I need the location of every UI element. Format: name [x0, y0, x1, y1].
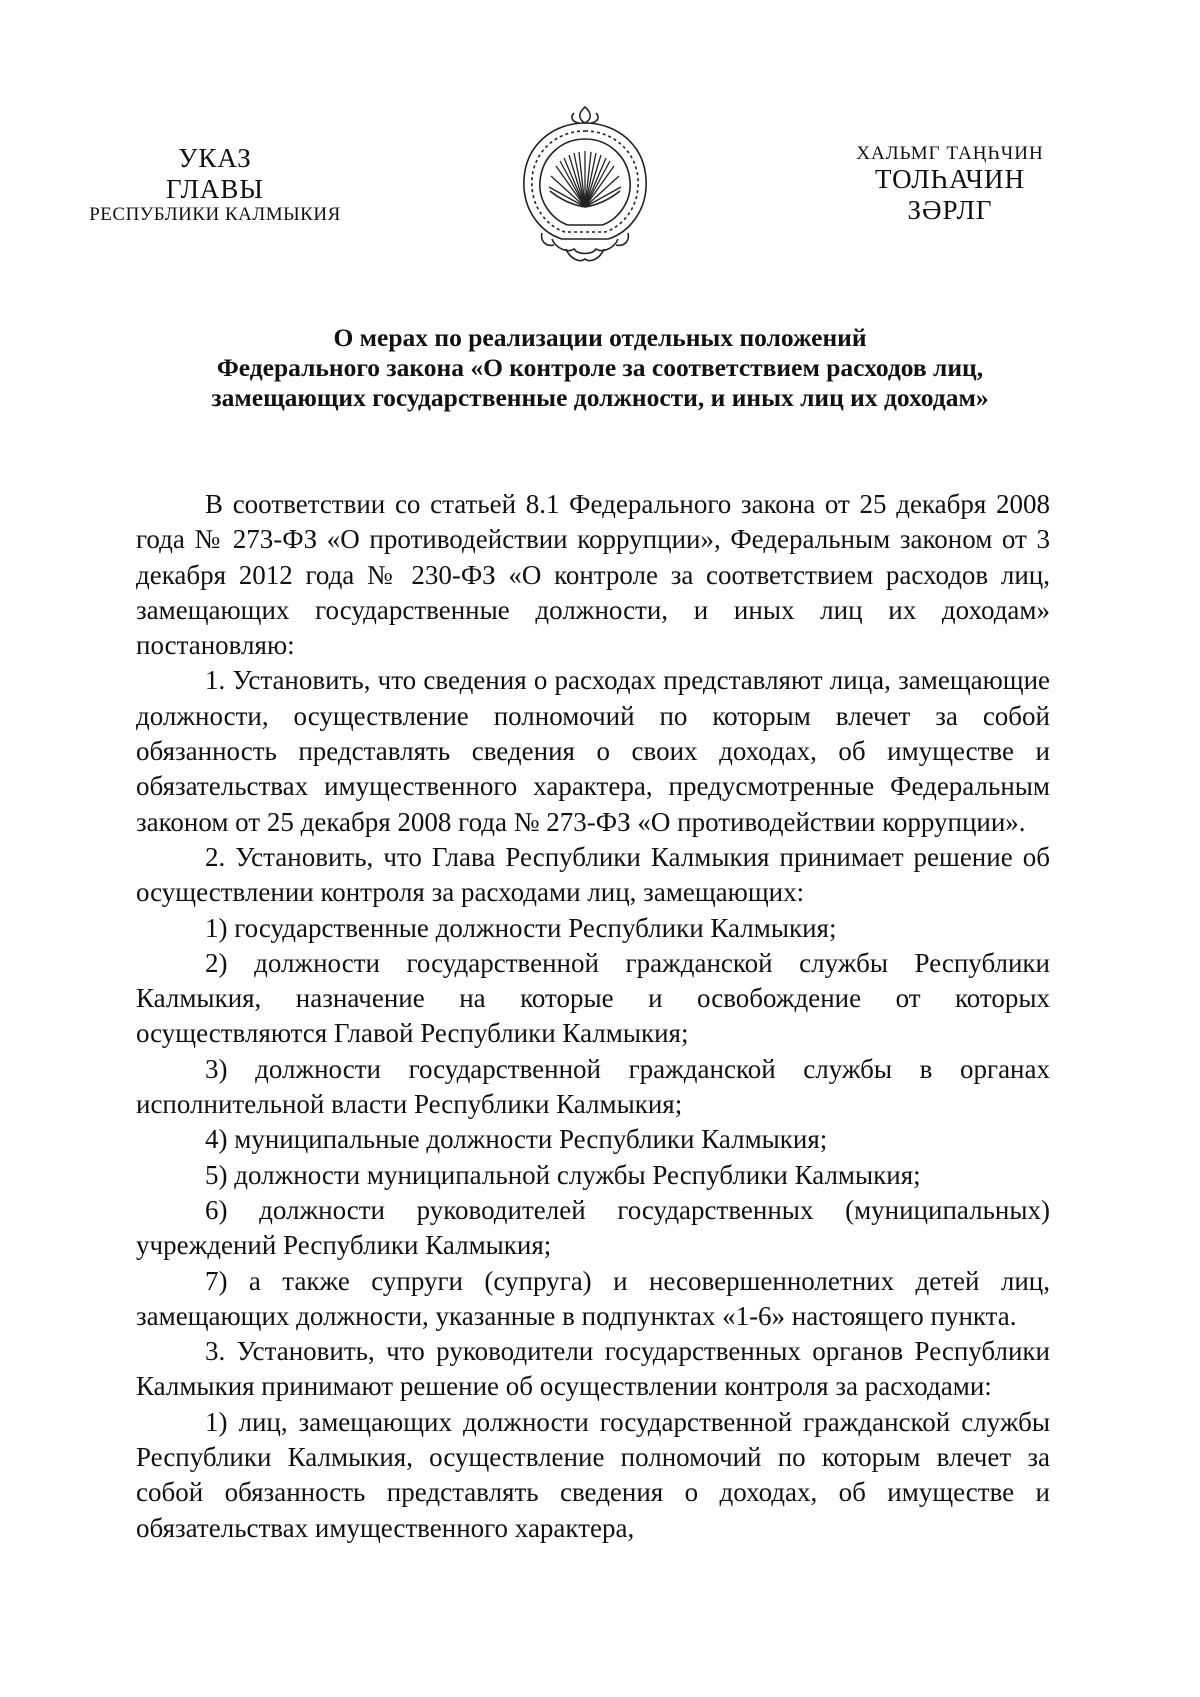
paragraph-3-item-1: 1) лиц, замещающих должности государственной гражданской службы Республики Калмыкия, осуществление полномочий по которым влечет за собой обязанность представлять сведения о доходах, об имуществе и обязательствах имущественного характера, — [136, 1406, 1050, 1543]
document-body — [136, 487, 1050, 1546]
paragraph-2-item-1: 1) государственные должности Республики Калмыкия; — [205, 912, 837, 943]
paragraph-2-item-6: 6) должности руководителей государственных (муниципальных) учреждений Республики Калмыкия; — [136, 1194, 1050, 1261]
coat-of-arms-icon — [512, 103, 658, 265]
paragraph-2-item-4: 4) муниципальные должности Республики Калмыкия; — [205, 1124, 828, 1155]
document-title — [100, 323, 1100, 412]
paragraph-2-item-5: 5) должности муниципальной службы Республики Калмыкия; — [205, 1159, 921, 1190]
paragraph-2-item-2: 2) должности государственной гражданской службы Республики Калмыкия, назначение на которые и освобождение от которых осуществляются Главой Республики Калмыкия; — [136, 947, 1050, 1049]
paragraph-2: 2. Установить, что Глава Республики Калмыкия принимает решение об осуществлении контроля за расходами лиц, замещающих: — [136, 841, 1050, 908]
paragraph-intro: В соответствии со статьей 8.1 Федерального закона от 25 декабря 2008 года № 273-ФЗ «О противодействии коррупции», Федеральным законом от 3 декабря 2012 года № 230-ФЗ «О контроле за соответствием расходов лиц, замещающих государственные должности, и иных лиц их доходам» постановляю: — [136, 489, 1050, 661]
paragraph-2-item-3: 3) должности государственной гражданской службы в органах исполнительной власти Республики Калмыкия; — [136, 1053, 1050, 1120]
title-line-3: замещающих государственные должности, и иных лиц их доходам» — [211, 382, 989, 412]
header-left-republic: РЕСПУБЛИКИ КАЛМЫКИЯ — [89, 204, 341, 225]
title-line-2: Федерального закона «О контроле за соответствием расходов лиц, — [216, 352, 984, 382]
paragraph-2-item-7: 7) а также супруги (супруга) и несовершеннолетних детей лиц, замещающих должности, указанные в подпунктах «1-6» настоящего пункта. — [136, 1265, 1050, 1331]
header-left-block — [60, 143, 370, 225]
paragraph-1: 1. Установить, что сведения о расходах представляют лица, замещающие должности, осуществление полномочий по которым влечет за собой обязанность представлять сведения о своих доходах, об имуществе и обязательствах имущественного характера, предусмотренные Федеральным законом от 25 декабря 2008 года № 273-ФЗ «О противодействии коррупции». — [136, 665, 1050, 837]
header-right-line1: ХАЛЬМГ ТАҢҺЧИН — [856, 143, 1044, 164]
header-left-glavy: ГЛАВЫ — [166, 173, 264, 204]
header-right-line2: ТОЛҺАЧИН — [874, 164, 1026, 195]
header-left-ukaz: УКАЗ — [178, 143, 252, 173]
header-right-block — [830, 143, 1070, 225]
paragraph-3: 3. Установить, что руководители государственных органов Республики Калмыкия принимают решение об осуществлении контроля за расходами: — [136, 1336, 1050, 1402]
title-line-1: О мерах по реализации отдельных положений — [333, 323, 867, 352]
header-right-line3: ЗӘРЛГ — [907, 194, 993, 225]
